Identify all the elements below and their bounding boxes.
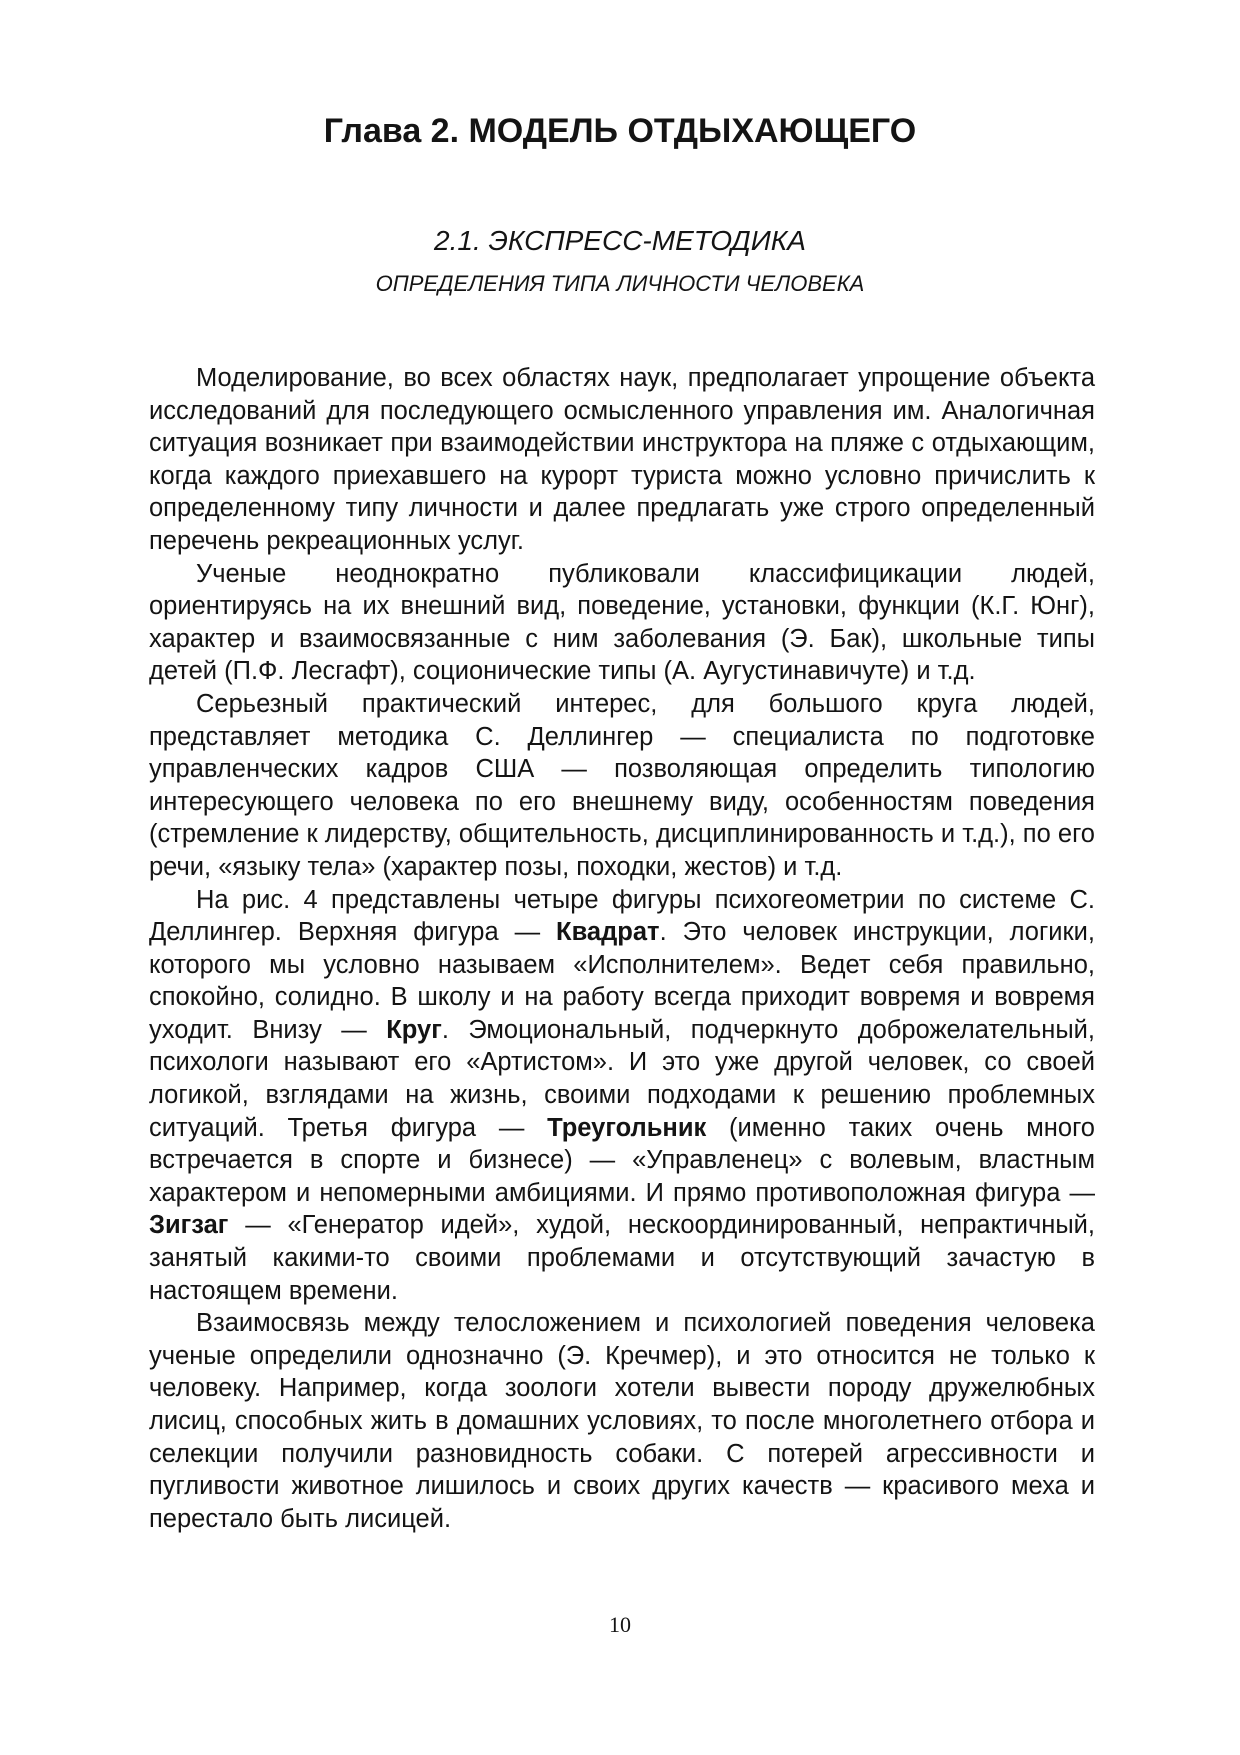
paragraph-3: Серьезный практический интерес, для большого круга людей, представляет методика С. Деллингер — специалиста по подготовке управленческих кадров США — позволяющая определить типологию интересующего человека по его внешнему виду, особенностям поведения (стремление к лидерству, общительность, дисциплинированность и т.д.), по его речи, «языку тела» (характер позы, походки, жестов) и т.д.	[149, 689, 1095, 881]
section-title-line-2: ОПРЕДЕЛЕНИЯ ТИПА ЛИЧНОСТИ ЧЕЛОВЕКА	[375, 271, 865, 296]
paragraph-1: Моделирование, во всех областях наук, предполагает упрощение объекта исследований для последующего осмысленного управления им. Аналогичная ситуация возникает при взаимодействии инструктора на пляже с отдыхающим, когда каждого приехавшего на курорт туриста можно условно причислить к определенному типу личности и далее предлагать уже строго определенный перечень рекреационных услуг.	[149, 364, 1095, 555]
page-number: 10	[609, 1612, 631, 1637]
chapter-title: Глава 2. МОДЕЛЬ ОТДЫХАЮЩЕГО	[323, 112, 917, 150]
paragraph-2: Ученые неоднократно публиковали классифицикации людей, ориентируясь на их внешний вид, поведение, установки, функции (К.Г. Юнг), характер и взаимосвязанные с ним заболевания (Э. Бак), школьные типы детей (П.Ф. Лесгафт), соционические типы (А. Аугустинавичуте) и т.д.	[149, 559, 1095, 686]
paragraph-4-text-4: (именно таких очень много встречается в спорте и бизнесе) — «Управленец» с волевым, властным характером и непомерными амбициями. И прямо противоположная фигура —	[149, 1113, 1095, 1207]
paragraph-4-text-3: . Эмоциональный, подчеркнуто доброжелательный, психологи называют его «Артистом». И это уже другой человек, со своей логикой, взглядами на жизнь, своими подходами к решению проблемных ситуаций. Третья фигура —	[149, 1015, 1095, 1142]
term-square: Квадрат	[556, 918, 660, 947]
section-title	[0, 222, 1240, 308]
paragraph-4-text-5: — «Генератор идей», худой, нескоординированный, непрактичный, занятый какими-то своими проблемами и отсутствующий зачастую в настоящем времени.	[149, 1211, 1095, 1305]
paragraph-5: Взаимосвязь между телосложением и психологией поведения человека ученые определили однозначно (Э. Кречмер), и это относится не только к человеку. Например, когда зоологи хотели вывести породу дружелюбных лисиц, способных жить в домашних условиях, то после многолетнего отбора и селекции получили разновидность собаки. С потерей агрессивности и пугливости животное лишилось и своих других качеств — красивого меха и перестало быть лисицей.	[149, 1309, 1095, 1533]
body-text	[149, 362, 1095, 1535]
paragraph-4	[149, 884, 1095, 1308]
term-circle: Круг	[386, 1015, 442, 1044]
paragraph-4-text-1: На рис. 4 представлены четыре фигуры психогеометрии по системе С. Деллингер. Верхняя фигура —	[149, 885, 1095, 947]
paragraph-4-text-2: . Это человек инструкции, логики, которого мы условно называем «Исполнителем». Ведет себя правильно, спокойно, солидно. В школу и на работу всегда приходит вовремя и вовремя уходит. Внизу —	[149, 918, 1095, 1044]
term-triangle: Треугольник	[547, 1113, 707, 1142]
term-zigzag: Зигзаг	[149, 1211, 229, 1240]
section-title-line-1: 2.1. ЭКСПРЕСС-МЕТОДИКА	[434, 225, 806, 256]
